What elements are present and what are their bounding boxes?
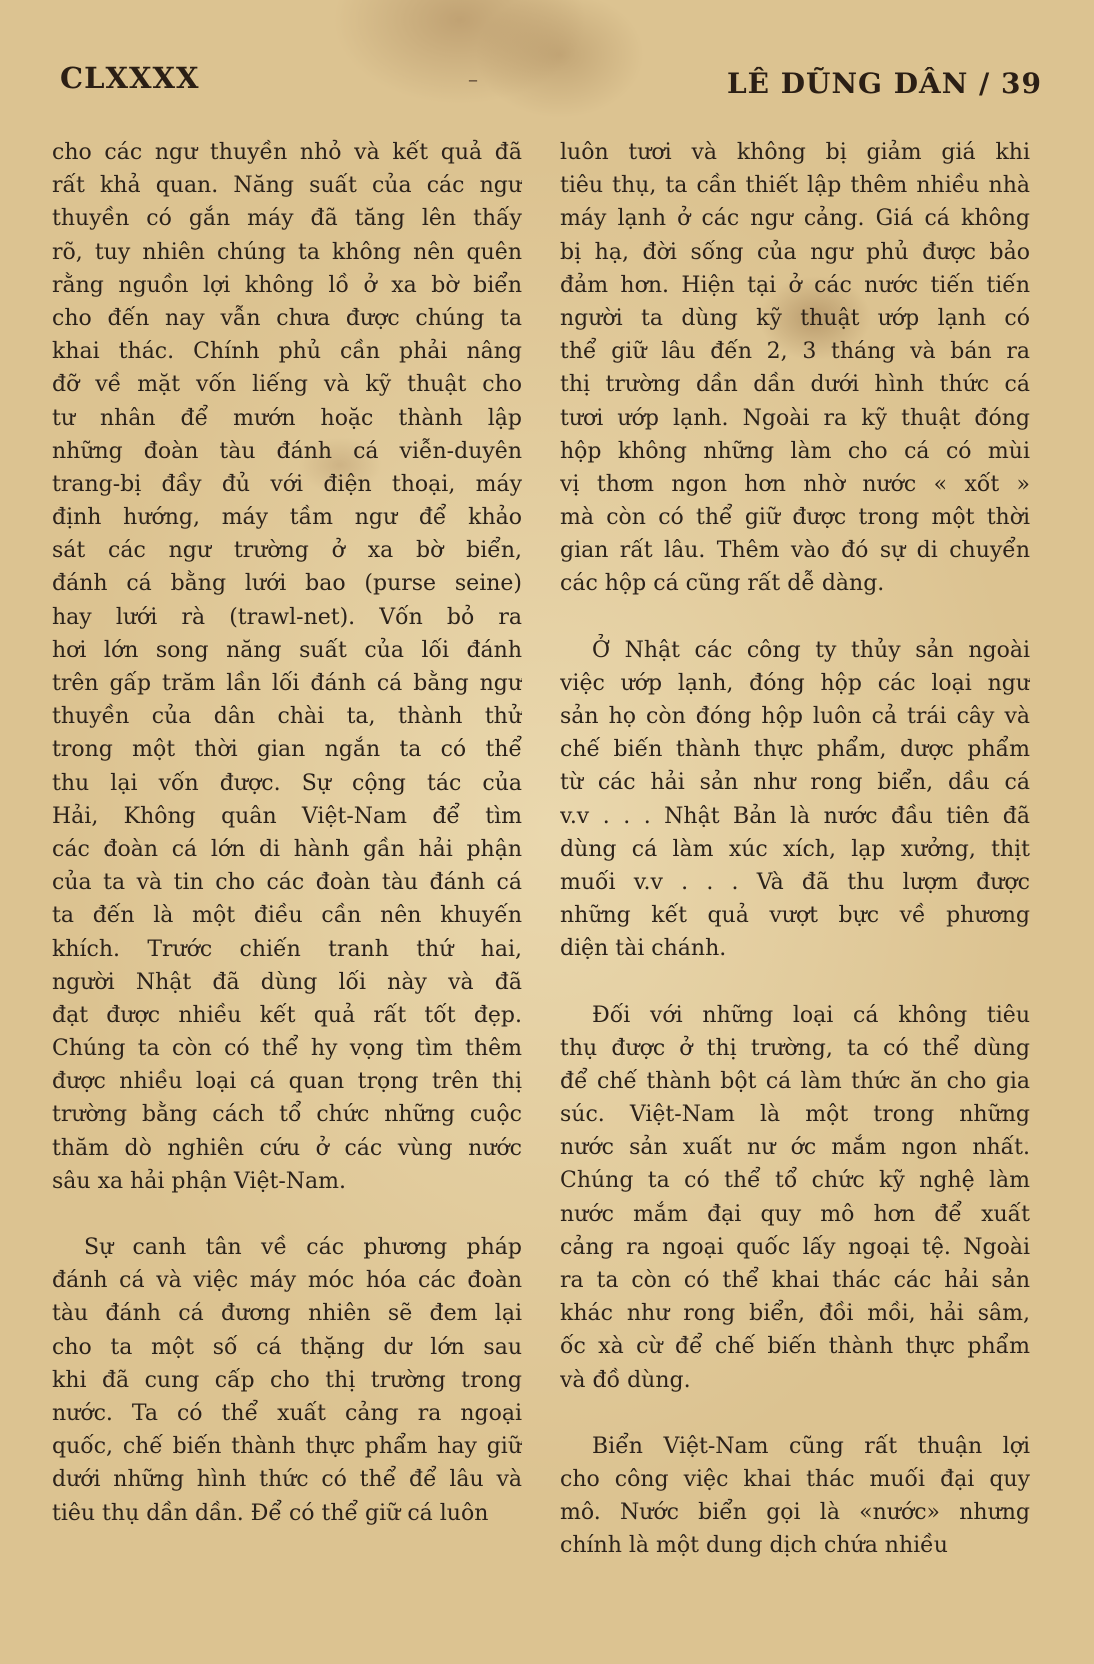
text-line: tàu đánh cá đương nhiên sẽ đem lại xyxy=(52,1301,522,1327)
text-line: thuyền có gắn máy đã tăng lên thấy xyxy=(52,206,522,232)
text-line: chế biến thành thực phẩm, dược phẩm xyxy=(560,737,1030,763)
text-line: các hộp cá cũng rất dễ dàng. xyxy=(560,571,885,597)
page-header xyxy=(60,55,1042,99)
text-line: dùng cá làm xúc xích, lạp xưởng, thịt xyxy=(560,836,1030,862)
text-line: Chúng ta còn có thể hy vọng tìm thêm xyxy=(52,1036,522,1062)
paragraph xyxy=(560,634,1030,966)
text-line: thăm dò nghiên cứu ở các vùng nước xyxy=(52,1135,522,1161)
text-line: và đồ dùng. xyxy=(560,1367,691,1393)
text-line: cho các ngư thuyền nhỏ và kết quả đã xyxy=(52,140,522,165)
paragraph xyxy=(52,136,522,1198)
text-line: máy lạnh ở các ngư cảng. Giá cá không xyxy=(560,206,1030,232)
text-line: rõ, tuy nhiên chúng ta không nên quên xyxy=(52,239,522,265)
text-line: cho đến nay vẫn chưa được chúng ta xyxy=(52,305,522,331)
text-line: những đoàn tàu đánh cá viễn-duyên xyxy=(52,438,522,464)
text-line: tiêu thụ, ta cần thiết lập thêm nhiều nhà xyxy=(560,173,1030,199)
text-line: được nhiều loại cá quan trọng trên thị xyxy=(52,1069,522,1095)
text-line: hơi lớn song năng suất của lối đánh xyxy=(52,637,522,663)
text-line: nước. Ta có thể xuất cảng ra ngoại xyxy=(52,1400,522,1426)
text-line: định hướng, máy tầm ngư để khảo xyxy=(52,505,522,531)
text-line: quốc, chế biến thành thực phẩm hay giữ xyxy=(52,1434,522,1460)
text-line: đánh cá và việc máy móc hóa các đoàn xyxy=(52,1268,522,1294)
text-line: nước sản xuất nư ớc mắm ngon nhất. xyxy=(560,1135,1030,1161)
paragraph xyxy=(560,999,1030,1397)
text-line: súc. Việt-Nam là một trong những xyxy=(560,1102,1030,1128)
text-line: tươi ướp lạnh. Ngoài ra kỹ thuật đóng xyxy=(560,405,1030,431)
paragraph xyxy=(560,136,1030,601)
header-dash: – xyxy=(468,67,478,91)
text-line: người Nhật đã dùng lối này và đã xyxy=(52,969,522,995)
text-line: khi đã cung cấp cho thị trường trong xyxy=(52,1367,522,1393)
text-line: Ở Nhật các công ty thủy sản ngoài xyxy=(592,637,1030,663)
text-line: gian rất lâu. Thêm vào đó sự di chuyển xyxy=(560,538,1030,564)
text-line: khai thác. Chính phủ cần phải nâng xyxy=(52,339,522,365)
text-line: dưới những hình thức có thể để lâu và xyxy=(52,1467,522,1493)
author-page-number: LÊ DŨNG DÂN / 39 xyxy=(726,67,1042,100)
text-line: sâu xa hải phận Việt-Nam. xyxy=(52,1168,346,1194)
text-line: đảm hơn. Hiện tại ở các nước tiến tiến xyxy=(560,272,1030,298)
text-line: hộp không những làm cho cá có mùi xyxy=(560,438,1030,464)
text-line: sản họ còn đóng hộp luôn cả trái cây và xyxy=(560,704,1030,729)
text-line: bị hạ, đời sống của ngư phủ được bảo xyxy=(560,239,1030,265)
text-line: muối v.v . . . Và đã thu lượm được xyxy=(560,869,1030,895)
right-text-column xyxy=(560,136,1030,1563)
left-text-column xyxy=(52,136,522,1530)
text-line: Đối với những loại cá không tiêu xyxy=(592,1002,1030,1028)
paragraph xyxy=(560,1430,1030,1563)
paragraph xyxy=(52,1231,522,1530)
text-line: thể giữ lâu đến 2, 3 tháng và bán ra xyxy=(560,339,1030,365)
text-line: cho công việc khai thác muối đại quy xyxy=(560,1466,1030,1492)
text-line: diện tài chánh. xyxy=(560,936,727,962)
text-line: v.v . . . Nhật Bản là nước đầu tiên đã xyxy=(560,803,1030,829)
text-line: thuyền của dân chài ta, thành thử xyxy=(52,704,522,730)
text-line: mô. Nước biển gọi là «nước» nhưng xyxy=(560,1500,1030,1526)
text-line: việc ướp lạnh, đóng hộp các loại ngư xyxy=(560,670,1030,696)
text-line: trong một thời gian ngắn ta có thể xyxy=(52,737,522,763)
text-line: đánh cá bằng lưới bao (purse seine) xyxy=(52,571,522,597)
text-line: để chế thành bột cá làm thức ăn cho gia xyxy=(560,1068,1030,1094)
text-line: khác như rong biển, đồi mồi, hải sâm, xyxy=(560,1301,1030,1327)
text-line: trên gấp trăm lần lối đánh cá bằng ngư xyxy=(52,671,522,696)
text-line: từ các hải sản như rong biển, dầu cá xyxy=(560,770,1030,796)
text-line: ta đến là một điều cần nên khuyến xyxy=(52,903,522,929)
text-line: tư nhân để mướn hoặc thành lập xyxy=(52,405,522,431)
text-line: cảng ra ngoại quốc lấy ngoại tệ. Ngoài xyxy=(560,1234,1030,1260)
text-line: Sự canh tân về các phương pháp xyxy=(84,1235,522,1260)
text-line: thu lại vốn được. Sự cộng tác của xyxy=(52,770,522,796)
text-line: tiêu thụ dần dần. Để có thể giữ cá luôn xyxy=(52,1500,489,1526)
text-line: ra ta còn có thể khai thác các hải sản xyxy=(560,1268,1030,1293)
text-line: các đoàn cá lớn di hành gần hải phận xyxy=(52,836,522,862)
text-line: Biển Việt-Nam cũng rất thuận lợi xyxy=(592,1433,1030,1459)
text-line: trường bằng cách tổ chức những cuộc xyxy=(52,1102,522,1128)
text-line: sát các ngư trường ở xa bờ biển, xyxy=(52,538,522,564)
text-line: người ta dùng kỹ thuật ướp lạnh có xyxy=(560,305,1030,331)
text-line: Chúng ta có thể tổ chức kỹ nghệ làm xyxy=(560,1168,1030,1194)
text-line: nước mắm đại quy mô hơn để xuất xyxy=(560,1201,1030,1227)
text-line: Hải, Không quân Việt-Nam để tìm xyxy=(52,803,522,829)
text-line: cho ta một số cá thặng dư lớn sau xyxy=(52,1334,522,1360)
text-line: đỡ về mặt vốn liếng và kỹ thuật cho xyxy=(52,372,522,398)
text-line: rằng nguồn lợi không lồ ở xa bờ biển xyxy=(52,272,522,298)
text-line: hay lưới rà (trawl-net). Vốn bỏ ra xyxy=(52,604,522,630)
text-line: thụ được ở thị trường, ta có thể dùng xyxy=(560,1035,1030,1061)
text-line: những kết quả vượt bực về phương xyxy=(560,903,1030,929)
text-line: của ta và tin cho các đoàn tàu đánh cá xyxy=(52,870,522,896)
text-line: đạt được nhiều kết quả rất tốt đẹp. xyxy=(52,1002,522,1028)
text-line: thị trường dần dần dưới hình thức cá xyxy=(560,372,1030,398)
chapter-number: CLXXXX xyxy=(60,61,200,95)
text-line: mà còn có thể giữ được trong một thời xyxy=(560,505,1030,531)
text-line: ốc xà cừ để chế biến thành thực phẩm xyxy=(560,1334,1030,1360)
text-line: khích. Trước chiến tranh thứ hai, xyxy=(52,936,522,962)
text-line: vị thơm ngon hơn nhờ nước « xốt » xyxy=(560,471,1030,497)
text-line: chính là một dung dịch chứa nhiều xyxy=(560,1533,948,1559)
text-line: rất khả quan. Năng suất của các ngư xyxy=(52,173,522,199)
text-line: luôn tươi và không bị giảm giá khi xyxy=(560,140,1030,165)
text-line: trang-bị đầy đủ với điện thoại, máy xyxy=(52,471,522,497)
